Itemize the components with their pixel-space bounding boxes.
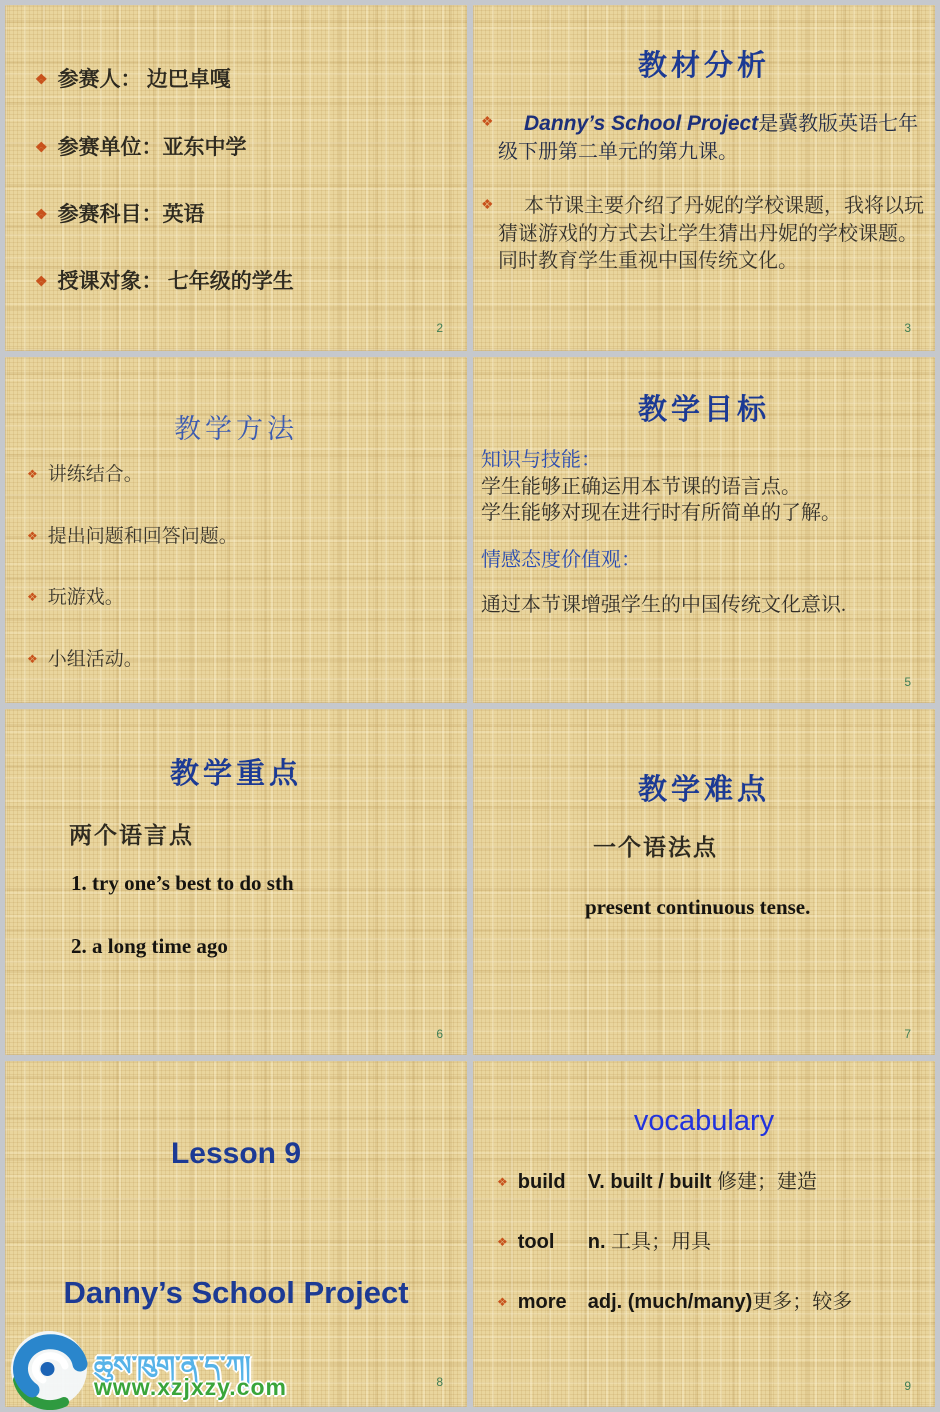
paragraph-text: 本节课主要介绍了丹妮的学校课题，我将以玩猜谜游戏的方式去让学生猜出丹妮的学校课题。同时教育学生重视中国传统文化。 (498, 195, 924, 273)
slide-6 (5, 709, 467, 1055)
list-item-label: 小组活动。 (47, 649, 143, 670)
vocab-definition-zh: 修建；建造 (717, 1171, 818, 1193)
list-item (27, 644, 143, 671)
diamond-bullet-icon: ❖ (497, 1295, 508, 1309)
diamond-bullet-icon: ❖ (27, 652, 38, 666)
body-line: 通过本节课增强学生的中国传统文化意识. (481, 594, 846, 616)
body-line: 学生能够正确运用本节课的语言点。 (481, 476, 801, 498)
list-item (35, 265, 294, 295)
language-point: 2. a long time ago (71, 934, 228, 958)
lesson-title-text: Danny’s School Project (524, 112, 759, 135)
paragraph-text: 是冀教版英语七年级下册第二单元的第九课。 (498, 113, 919, 163)
section-label: 知识与技能： (481, 449, 601, 471)
diamond-bullet-icon: ❖ (27, 590, 38, 604)
slide-7 (473, 709, 935, 1055)
vocab-definition-en: adj. (much/many) (587, 1291, 753, 1313)
diamond-bullet-icon: ❖ (35, 208, 48, 223)
lesson-title: Danny’s School Project (63, 1275, 409, 1310)
list-item (27, 521, 238, 548)
diamond-bullet-icon: ❖ (481, 115, 494, 130)
page-number: 2 (436, 321, 443, 335)
slide-3 (473, 5, 935, 351)
diamond-bullet-icon: ❖ (27, 529, 38, 543)
lesson-number: Lesson 9 (170, 1137, 302, 1170)
vocab-word: tool (517, 1231, 555, 1253)
slide-9 (473, 1061, 935, 1407)
page-number: 5 (904, 675, 911, 689)
list-item (35, 131, 247, 161)
site-logo-icon (8, 1328, 92, 1410)
page-number: 3 (904, 321, 911, 335)
slide-5 (473, 357, 935, 703)
language-point: 1. try one’s best to do sth (71, 871, 294, 895)
slide-title: 教学难点 (637, 774, 770, 806)
slide-title: 教学方法 (174, 414, 298, 444)
list-item-label: 授课对象： 七年级的学生 (57, 269, 294, 293)
list-item-label: 参赛科目：英语 (57, 202, 205, 226)
page-number: 7 (904, 1027, 911, 1041)
watermark-tibetan-text: ཆུས་ཁུག་ན་ད་ཀ། (94, 1351, 251, 1381)
diamond-bullet-icon: ❖ (497, 1175, 508, 1189)
list-item-label: 玩游戏。 (47, 587, 124, 608)
body-line: 学生能够对现在进行时有所简单的了解。 (481, 502, 841, 524)
watermark-url-link[interactable]: www.xzjxzy.com (94, 1374, 287, 1400)
list-item (27, 582, 124, 609)
page-number: 6 (436, 1027, 443, 1041)
slide-2 (5, 5, 467, 351)
list-item (27, 459, 143, 486)
slide-title: 教材分析 (637, 50, 770, 82)
page-number: 8 (436, 1375, 443, 1389)
bullet-paragraph (481, 110, 931, 167)
diamond-bullet-icon: ❖ (27, 467, 38, 481)
list-item (35, 63, 231, 93)
vocab-word: more (517, 1291, 567, 1313)
diamond-bullet-icon: ❖ (497, 1235, 508, 1249)
list-item-label: 参赛单位：亚东中学 (57, 135, 247, 159)
vocab-definition-en: V. built / built (587, 1171, 718, 1193)
vocab-word: build (517, 1171, 566, 1193)
vocab-definition-zh: 更多；较多 (752, 1291, 853, 1313)
page-number: 9 (904, 1379, 911, 1393)
site-watermark (8, 1328, 338, 1410)
slide-subtitle: 两个语言点 (69, 823, 194, 848)
slide-4 (5, 357, 467, 703)
list-item-label: 提出问题和回答问题。 (47, 526, 238, 547)
slide-title: vocabulary (633, 1105, 775, 1137)
list-item-label: 讲练结合。 (47, 464, 143, 485)
slide-subtitle: 一个语法点 (593, 835, 718, 860)
diamond-bullet-icon: ❖ (35, 73, 48, 88)
vocab-entry (497, 1165, 817, 1194)
vocab-entry (497, 1285, 852, 1314)
vocab-entry (497, 1225, 711, 1254)
slide-title: 教学重点 (169, 758, 302, 790)
diamond-bullet-icon: ❖ (481, 198, 494, 213)
list-item-label: 参赛人： 边巴卓嘎 (57, 67, 231, 91)
section-label: 情感态度价值观： (481, 549, 641, 571)
vocab-definition-zh: 工具；用具 (611, 1231, 712, 1253)
bullet-paragraph (481, 193, 931, 276)
diamond-bullet-icon: ❖ (35, 275, 48, 290)
grammar-point: present continuous tense. (585, 895, 811, 919)
diamond-bullet-icon: ❖ (35, 141, 48, 156)
vocab-definition-en: n. (587, 1231, 612, 1253)
list-item (35, 198, 205, 228)
slide-title: 教学目标 (637, 394, 770, 426)
